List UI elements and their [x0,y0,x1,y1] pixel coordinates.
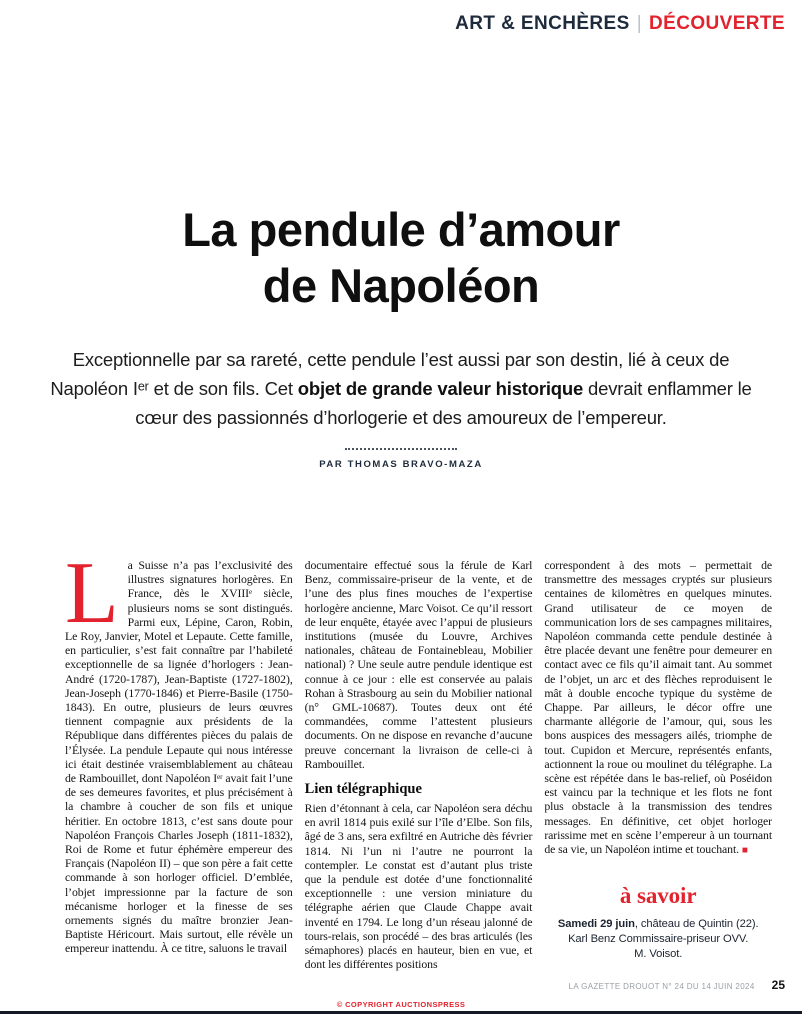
issue-label: LA GAZETTE DROUOT N° 24 DU 14 JUIN 2024 [568,982,755,991]
rubric-label: DÉCOUVERTE [649,13,785,34]
body-column-2-paragraph-1: documentaire effectué sous la férule de Karl Benz, commissaire-priseur de la vente, et de l’une des plus fines mouches de l’expertise horlogère ancienne, Marc Voisot. Ce qu’il ressort de leur enquête, étayée avec l’appui de plusieurs institutions (musée du Louvre, Archives nationales, château de Fontainebleau, Mobilier national) ? Une seule autre pendule identique est connue à ce jour : elle est conservée au palais Rohan à Strasbourg au sein du Mobilier national (n° GML-10687). Toutes deux ont été commandées, comme l’attestent plusieurs documents. On ne dispose en revanche d’aucune preuve concernant la livraison de celle-ci à Rambouillet. [304,558,533,771]
a-savoir-date: Samedi 29 juin [557,918,635,931]
header-separator: | [636,13,643,34]
body-column-3-text: correspondent à des mots – permettait de transmettre des messages cryptés sur plusieurs centaines de kilomètres en quelques minutes. Grand utilisateur de ce moyen de communication lors de ses campagnes militaires, Napoléon commanda cette pendule destinée à être placée devant une fenêtre pour demeurer en contact avec ce fils qu’il aimait tant. Au sommet de l’objet, un arc et des flèches reproduisent le mât à double encoche typique du système de Chappe. Par ailleurs, le décor offre une charmante allégorie de l’amour, qui, sous les bons auspices des messagers ailés, triomphe de tout. Cupidon et Mercure, représentés enfants, actionnent la roue ou moulinet du télégraphe. La scène est répétée dans le bas-relief, où Poséidon est vaincu par la technique et les flots ne font plus obstacle à la transmission des tendres messages. En définitive, cet objet horloger rarissime met en scène l’empereur à un tournant de sa vie, un Napoléon intime et touchant. [544,558,773,857]
bottom-rule [0,1011,802,1014]
byline: PAR THOMAS BRAVO-MAZA [319,459,483,470]
a-savoir-auctioneer-line: Karl Benz Commissaire-priseur OVV. [568,933,749,946]
end-of-article-marker: ■ [741,845,748,857]
drop-cap: L [65,545,119,642]
a-savoir-location: , château de Quintin (22). [634,918,759,931]
section-header [455,14,785,35]
body-column-2-paragraph-2: Rien d’étonnant à cela, car Napoléon sera déchu en avril 1814 puis exilé sur l’île d’Elbe. Son fils, âgé de 3 ans, sera exfiltré en Autriche dès février 1814. Ni l’un ni l’autre ne pourront la contempler. Le constat est d’autant plus triste que la pendule est dotée d’une fonctionnalité exceptionnelle : une version miniature du télégraphe aérien que Claude Chappe avait inventé en 1794. Le long d’un réseau jalonné de tours-relais, son procédé – des bras articulés (les sémaphores) placés en hauteur, bien en vue, et dont les différentes positions [304,801,533,972]
copyright-notice: © COPYRIGHT AUCTIONSPRESS [336,1000,466,1009]
body-column-1-text: a Suisse n’a pas l’exclusivité des illustres signatures horlogères. En France, dès le XVIIIᵉ siècle, plusieurs noms se sont distingués. Parmi eux, Lépine, Caron, Robin, Le Roy, Janvier, Motel et Lepaute. Cette famille, en particulier, s’est fait connaître par l’habileté exceptionnelle de sa lignée d’horlogers : Jean-André (1720-1787), Jean-Baptiste (1727-1802), Jean-Joseph (1770-1846) et Pierre-Basile (1750-1843). En outre, plusieurs de leurs œuvres tiennent compagnie aux présidents de la République dans différentes pièces du palais de l’Élysée. La pendule Lepaute qui nous intéresse ici était destinée vraisemblablement au château de Rambouillet, dont Napoléon Iᵉʳ avait fait l’une de ses demeures favorites, et plus précisément à la chambre à coucher de son fils et unique héritier. En octobre 1813, c’est sans doute pour Napoléon François Charles Joseph (1811-1832), Roi de Rome et futur éphémère empereur des Français (Napoléon II) – que son père a fait cette commande à son horloger officiel. D’emblée, l’objet impressionne par la facture de son mécanisme horloger et la finesse de ses ornements signés du maître bronzier Jean-Baptiste Héricourt. Mais surtout, elle révèle un empereur inattendu. À ce titre, saluons le travail [65,558,293,956]
article-title-line-1: La pendule d’amour [182,203,620,256]
article-body [65,545,773,972]
page-footer [569,979,785,992]
a-savoir-box [544,884,772,962]
a-savoir-title: à savoir [619,883,697,909]
subhead-lien-telegraphique: Lien télégraphique [304,781,422,798]
article-title [0,0,802,314]
page-number: 25 [771,978,785,992]
a-savoir-expert-line: M. Voisot. [634,948,683,961]
a-savoir-date-line [544,917,772,932]
body-column-2 [305,558,533,971]
article-lede [43,345,759,432]
lede-text-start: Exceptionnelle par sa rareté, cette pendule l’est aussi par son destin, lié à ceux de Napoléon Iᵉʳ et de son fils. Cet [50,349,730,399]
body-column-1 [65,545,293,971]
dotted-separator [345,448,457,450]
lede-bold-phrase: objet de grande valeur historique [297,378,584,399]
body-column-3-paragraph [544,558,772,858]
section-label: ART & ENCHÈRES [455,13,630,34]
body-column-3 [544,558,772,971]
lede-text-end: devrait enflammer le cœur des passionnés d’horlogerie et des amoureux de l’empereur. [135,378,752,428]
article-title-line-2: de Napoléon [262,259,540,312]
